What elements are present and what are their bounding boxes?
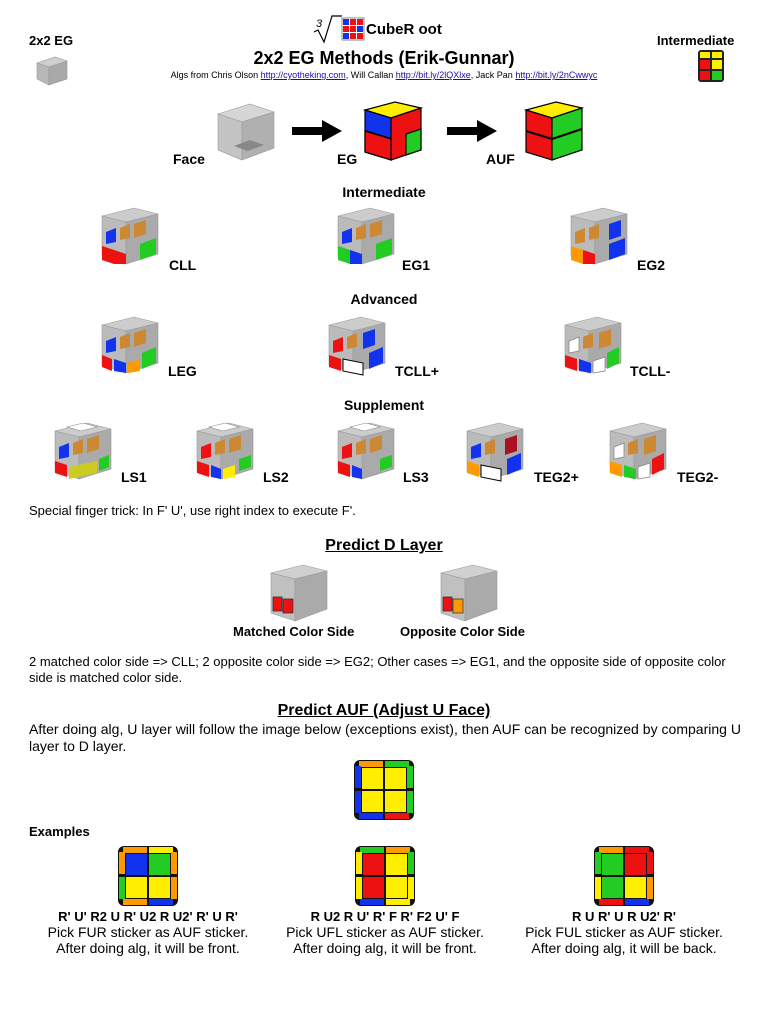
credits-mid2: , Jack Pan: [470, 70, 516, 80]
case-label: LS1: [121, 469, 147, 485]
case-label: LEG: [168, 363, 197, 379]
eg1-cube-icon: [336, 206, 396, 266]
example-line: After doing alg, it will be front.: [293, 940, 477, 956]
case-label: TEG2+: [534, 469, 579, 485]
corner-label-right: Intermediate: [657, 33, 735, 48]
example1-cube-icon: [118, 846, 178, 906]
eg2-cube-icon: [569, 206, 629, 266]
case-label: TCLL-: [630, 363, 671, 379]
cll-cube-icon: [100, 206, 160, 266]
cube-logo-icon: [342, 18, 364, 40]
cube-root-index: 3: [316, 18, 323, 30]
overview-auf-label: AUF: [486, 151, 515, 167]
credits-link-jack-pan[interactable]: http://bit.ly/2nCwwyc: [515, 70, 598, 80]
arrow-right-icon: [292, 120, 342, 142]
case-label: CLL: [169, 257, 197, 273]
credits-link-will-callan[interactable]: http://bit.ly/2lQXlxe: [395, 70, 471, 80]
example-line: After doing alg, it will be front.: [56, 940, 240, 956]
example3-text: [484, 909, 764, 956]
example-line: Pick UFL sticker as AUF sticker.: [286, 924, 484, 940]
case-label: LS2: [263, 469, 289, 485]
example-line: Pick FUL sticker as AUF sticker.: [525, 924, 723, 940]
finger-trick-note: Special finger trick: In F' U', use right index to execute F'.: [29, 503, 356, 518]
auf-reference-cube-icon: [354, 760, 414, 820]
credits-mid1: , Will Callan: [345, 70, 396, 80]
section-supplement: Supplement: [343, 397, 425, 413]
page-title: 2x2 EG Methods (Erik-Gunnar): [253, 48, 515, 68]
case-label: EG2: [637, 257, 666, 273]
predict-d-description: 2 matched color side => CLL; 2 opposite color side => EG2; Other cases => EG1, and the opposite side of opposite color side is matched color side.: [29, 654, 726, 685]
opposite-side-cube-icon: [437, 561, 499, 623]
example-alg: R U R' U R U2' R': [572, 909, 676, 924]
case-label: TCLL+: [395, 363, 439, 379]
arrow-right-icon: [447, 120, 497, 142]
example-line: After doing alg, it will be back.: [531, 940, 717, 956]
ls3-cube-icon: [336, 421, 396, 481]
ls1-cube-icon: [53, 421, 113, 481]
example-line: Pick FUR sticker as AUF sticker.: [47, 924, 249, 940]
case-label: EG1: [402, 257, 431, 273]
section-advanced: Advanced: [350, 291, 418, 307]
auf-cube-icon: [522, 100, 584, 162]
example-alg: R U2 R U' R' F R' F2 U' F: [310, 909, 460, 924]
logo-text: CubeR oot: [366, 21, 442, 38]
overview-face-label: Face: [173, 151, 205, 167]
corner-label-left: 2x2 EG: [29, 33, 74, 48]
credits-link-cyotheking[interactable]: http://cyotheking.com: [260, 70, 346, 80]
face-cube-gray-icon: [214, 100, 276, 162]
predict-auf-title: Predict AUF (Adjust U Face): [277, 702, 491, 719]
opposite-color-label: Opposite Color Side: [400, 624, 525, 639]
predict-auf-description: After doing alg, U layer will follow the image below (exceptions exist), then AUF can be recognized by comparing U layer to D layer.: [29, 721, 741, 754]
case-label: TEG2-: [677, 469, 719, 485]
case-label: LS3: [403, 469, 429, 485]
examples-label: Examples: [29, 824, 90, 839]
leg-cube-icon: [100, 315, 160, 375]
matched-color-label: Matched Color Side: [233, 624, 355, 639]
tcll-minus-cube-icon: [563, 315, 623, 375]
radical-sign-icon: [312, 14, 342, 44]
tcll-plus-cube-icon: [327, 315, 387, 375]
teg2-minus-cube-icon: [608, 421, 668, 481]
teg2-plus-cube-icon: [465, 421, 525, 481]
matched-side-cube-icon: [267, 561, 329, 623]
logo: [312, 14, 472, 44]
credits-prefix: Algs from Chris Olson: [170, 70, 261, 80]
predict-d-title: Predict D Layer: [325, 537, 443, 554]
ls2-cube-icon: [195, 421, 255, 481]
example-alg: R' U' R2 U R' U2 R U2' R' U R': [58, 909, 238, 924]
eg-cube-icon: [361, 100, 423, 162]
section-intermediate: Intermediate: [342, 184, 426, 200]
example2-text: [245, 909, 525, 956]
example2-cube-icon: [355, 846, 415, 906]
credits-line: [0, 70, 768, 80]
overview-eg-label: EG: [337, 151, 358, 167]
example3-cube-icon: [594, 846, 654, 906]
